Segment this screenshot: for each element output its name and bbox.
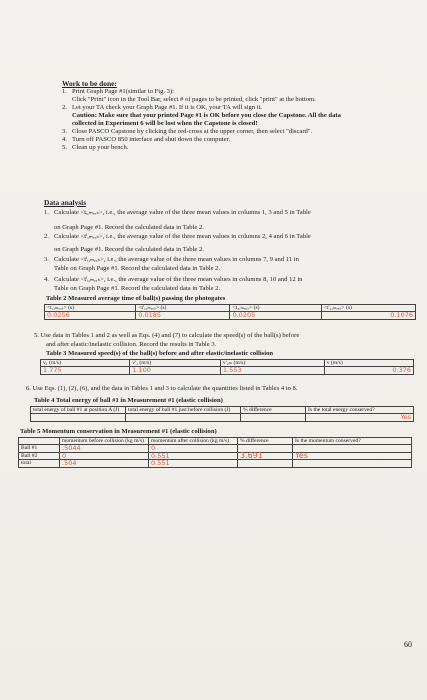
table3-header-1: v₁ (m/s) bbox=[41, 360, 130, 367]
analysis-item-5b: and after elastic/inelastic collision. Record the results in Table 3. bbox=[46, 341, 217, 348]
table4-header-2: total energy of ball #1 just before collision (J) bbox=[126, 407, 241, 414]
work-item-2: Let your TA check your Graph Page #1. If it is OK, your TA will sign it. bbox=[72, 104, 263, 111]
table4-header-4: Is the total energy conserved? bbox=[306, 407, 414, 414]
analysis-item-3b: Table on Graph Page #1. Record the calculated data in Table 2. bbox=[54, 265, 221, 272]
table5-header-1: momentum before collision (kg m/s) bbox=[60, 438, 149, 445]
work-item-4-num: 4. bbox=[62, 136, 67, 143]
table5-header-4: Is the momentum conserved? bbox=[293, 438, 412, 445]
table5-row3-conserved bbox=[293, 460, 412, 467]
table2-value-1: 0.0256 bbox=[45, 312, 136, 319]
table2-value-3: 0.0205 bbox=[230, 312, 321, 319]
table5-header-3: % difference bbox=[238, 438, 293, 445]
table4 bbox=[30, 406, 414, 422]
work-item-1: Print Graph Page #1(similar to Fig. 3): bbox=[72, 88, 175, 95]
analysis-item-4-num: 4. bbox=[44, 276, 49, 283]
table3-value-2: 1.100 bbox=[130, 367, 221, 374]
table5-header-2: momentum after collision (kg m/s) bbox=[149, 438, 238, 445]
table5-row1-conserved bbox=[293, 445, 412, 452]
table5-row2-diff: 3.691 bbox=[238, 452, 293, 459]
table3-value-1: 1.775 bbox=[41, 367, 130, 374]
analysis-item-3: Calculate <tⁱᵢ,ₘₑₐₛ>, i.e., the average value of the three mean values in columns 7, 9 and 11 in bbox=[54, 256, 299, 263]
work-item-5: Clean up your bench. bbox=[72, 144, 129, 151]
table3-caption: Table 3 Measured speed(s) of the ball(s) before and after elastic/inelastic collision bbox=[46, 350, 274, 357]
work-caution-2: collected in Experiment 6 will be lost when the Capstone is closed! bbox=[72, 120, 258, 127]
table3-header-4: v (m/s) bbox=[324, 360, 413, 367]
analysis-heading: Data analysis bbox=[44, 198, 87, 207]
analysis-item-3-num: 3. bbox=[44, 256, 49, 263]
table5-caption: Table 5 Momentum conservation in Measurement #1 (elastic collision) bbox=[20, 428, 217, 435]
table2 bbox=[44, 304, 416, 320]
table4-header-3: % difference bbox=[241, 407, 306, 414]
work-item-4: Turn off PASCO 850 interface and shut down the computer. bbox=[72, 136, 230, 143]
analysis-item-2-num: 2. bbox=[44, 233, 49, 240]
work-item-3: Close PASCO Capstone by clicking the red-cross at the upper corner, then select "discard". bbox=[72, 128, 313, 135]
analysis-item-4b: Table on Graph Page #1. Record the calculated data in Table 2. bbox=[54, 285, 221, 292]
analysis-item-4: Calculate <tⁱᵢ,ₘₑₐₛ>, i.e., the average value of the three mean values in columns 8, 10 and 12 in bbox=[54, 276, 303, 283]
work-item-5-num: 5. bbox=[62, 144, 67, 151]
work-heading: Work to be done: bbox=[62, 79, 117, 88]
table5-row2-after: 0.551 bbox=[149, 452, 238, 459]
work-item-1-num: 1. bbox=[62, 88, 67, 95]
work-caution: Caution: Make sure that your printed Page #1 is OK before you close the Capstone. All the data bbox=[72, 112, 341, 119]
analysis-item-5: 5. Use data in Tables 1 and 2 as well as Eqs. (4) and (7) to calculate the speed(s) of the ball(s) before bbox=[34, 332, 300, 339]
table5-row1-label: Ball #1 bbox=[19, 445, 60, 452]
table2-header-3: <t₂,ₘₑₐₛ> (s) bbox=[230, 305, 321, 312]
table3-value-3: 1.553 bbox=[220, 367, 324, 374]
page-number: 60 bbox=[404, 640, 412, 649]
table4-value-2 bbox=[126, 414, 241, 421]
table5-row3-diff bbox=[238, 460, 293, 467]
analysis-item-1b: on Graph Page #1. Record the calculated data in Table 2. bbox=[54, 224, 204, 231]
table5-header-0 bbox=[19, 438, 60, 445]
table4-value-1 bbox=[31, 414, 126, 421]
table2-value-4: 0.1076 bbox=[321, 312, 415, 319]
table4-value-4: Yes bbox=[306, 414, 414, 421]
table5 bbox=[18, 437, 412, 468]
analysis-item-6: 6. Use Eqs. (1), (2), (6), and the data in Tables 1 and 3 to calculate the quantities listed in Tables 4 to 8. bbox=[26, 385, 298, 392]
analysis-item-2: Calculate <tⁱ,ₘₑₐₛ>, i.e., the average value of the three mean values in columns 2, 4 and 6 in Table bbox=[54, 233, 311, 240]
table2-header-2: <t'₁,ₘₑₐₛ> (s) bbox=[136, 305, 230, 312]
table3-value-4: 0.376 bbox=[324, 367, 413, 374]
table3 bbox=[40, 359, 414, 375]
table5-row3-after: 0.551 bbox=[149, 460, 238, 467]
table4-caption: Table 4 Total energy of ball #1 in Measurement #1 (elastic collision) bbox=[34, 397, 223, 404]
table2-header-4: <t'₂,ₘₑₐₛ> (s) bbox=[321, 305, 415, 312]
table3-header-2: v'₁ (m/s) bbox=[130, 360, 221, 367]
work-item-3-num: 3. bbox=[62, 128, 67, 135]
work-item-2-num: 2. bbox=[62, 104, 67, 111]
table4-value-3 bbox=[241, 414, 306, 421]
work-item-1b: Click "Print" icon in the Tool Bar, select # of pages to be printed, click "print" at the bottom. bbox=[72, 96, 316, 103]
table5-row3-before: .504 bbox=[60, 460, 149, 467]
table5-row1-before: .5044 bbox=[60, 445, 149, 452]
table2-value-2: 0.0185 bbox=[136, 312, 230, 319]
table5-row2-before: 0 bbox=[60, 452, 149, 459]
analysis-item-1: Calculate <tᵢ,ₘₑₐₛ>, i.e., the average value of the three mean values in columns 1, 3 and 5 in Table bbox=[54, 209, 311, 216]
table2-header-1: <t₁,ₘₑₐₛ> (s) bbox=[45, 305, 136, 312]
table5-row3-label: total bbox=[19, 460, 60, 467]
table3-header-3: v'₂ₘ (m/s) bbox=[220, 360, 324, 367]
table4-header-1: total energy of ball #1 at position A (J) bbox=[31, 407, 126, 414]
analysis-item-1-num: 1. bbox=[44, 209, 49, 216]
table5-row2-label: Ball #2 bbox=[19, 452, 60, 459]
table5-row1-after: 0 bbox=[149, 445, 238, 452]
table2-caption: Table 2 Measured average time of ball(s) passing the photogates bbox=[46, 295, 226, 302]
analysis-item-2b: on Graph Page #1. Record the calculated data in Table 2. bbox=[54, 246, 204, 253]
table5-row2-conserved: Yes bbox=[293, 452, 412, 459]
